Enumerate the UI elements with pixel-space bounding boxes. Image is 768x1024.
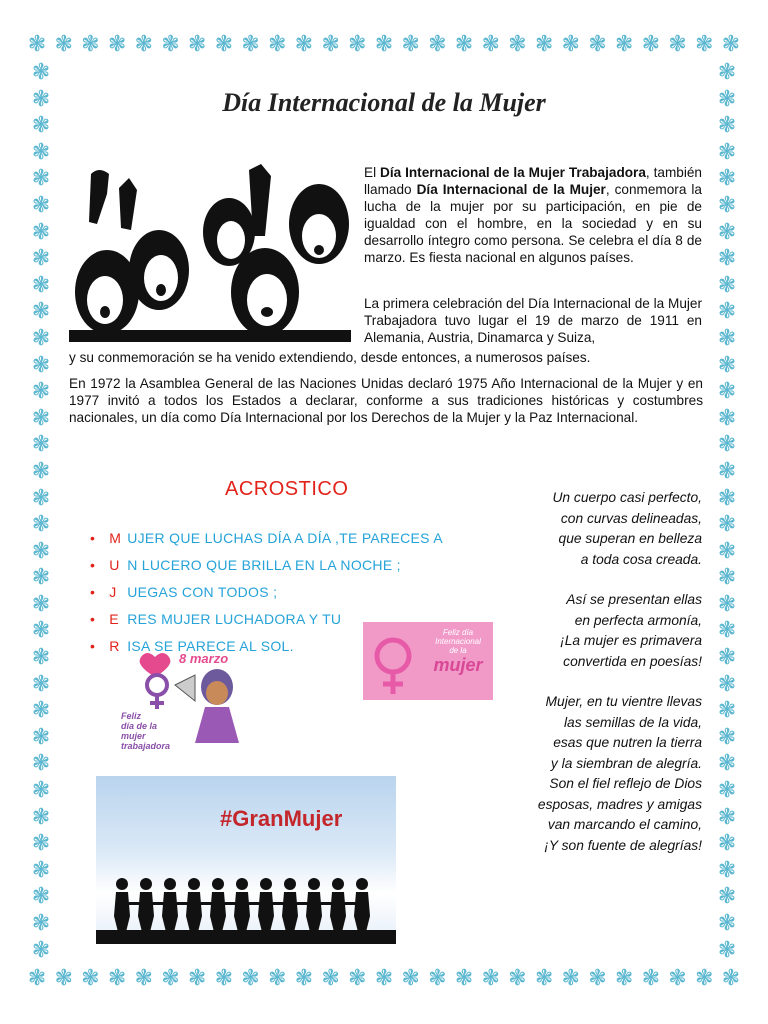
sticker-text-line: Feliz	[121, 711, 142, 721]
card-text-line: Internacional	[435, 637, 481, 646]
acrostic-title: ACROSTICO	[225, 478, 349, 500]
cartoon-megaphone-sticker	[117, 645, 267, 755]
snowflake-icon: ❃	[31, 698, 51, 724]
snowflake-icon: ❃	[27, 32, 47, 57]
history-paragraph-continuation: y su conmemoración se ha venido extendiendo, desde entonces, a numerosos países.	[69, 350, 591, 365]
poem-line: Un cuerpo casi perfecto,	[552, 490, 702, 505]
poem-stanza	[538, 590, 702, 672]
poem-stanza	[538, 488, 702, 570]
intro-paragraph: El Día Internacional de la Mujer Trabajadora, también llamado Día Internacional de la Mujer, conmemora la lucha de la mujer por su participación, en pie de igualdad con el hombre, en la sociedad y en su desarrollo íntegro como persona. Se celebra el día 8 de marzo. Es fiesta nacional en algunos países.	[364, 165, 702, 265]
un-paragraph: En 1972 la Asamblea General de las Naciones Unidas declaró 1975 Año Internacional de la Mujer y en 1977 invitó a todos los Estados a declarar, conforme a sus tradiciones históricas y costumbres nacionales, un día como Día Internacional por los Derechos de la Mujer y la Paz Internacional.	[69, 376, 703, 425]
snowflake-icon: ❃	[31, 60, 51, 85]
snowflake-icon: ❃	[348, 32, 367, 57]
snowflake-icon: ❃	[134, 32, 153, 57]
snowflake-icon: ❃	[107, 966, 127, 991]
snowflake-icon: ❃	[27, 966, 47, 991]
woman-silhouette	[354, 878, 370, 932]
woman-silhouette	[330, 878, 357, 932]
snowflake-icon: ❃	[31, 937, 51, 963]
snowflake-icon: ❃	[31, 645, 51, 671]
snowflake-icon: ❃	[321, 966, 340, 991]
snowflake-icon: ❃	[588, 966, 607, 991]
poem	[538, 488, 702, 876]
snowflake-icon: ❃	[31, 538, 51, 564]
snowflake-icon: ❃	[31, 166, 51, 192]
border-left	[30, 62, 52, 962]
snowflake-icon: ❃	[348, 966, 367, 991]
woman-silhouette	[234, 878, 261, 932]
snowflake-icon: ❃	[31, 113, 51, 139]
snowflake-icon: ❃	[214, 32, 234, 57]
snowflake-icon: ❃	[241, 966, 260, 991]
snowflake-icon: ❃	[561, 32, 580, 57]
poem-stanza	[538, 692, 702, 856]
snowflake-icon: ❃	[31, 671, 51, 697]
snowflake-icon: ❃	[241, 32, 260, 57]
snowflake-icon: ❃	[374, 966, 394, 991]
snowflake-icon: ❃	[588, 32, 607, 57]
snowflake-icon: ❃	[31, 405, 51, 431]
poem-line: Así se presentan ellas	[566, 592, 702, 607]
acrostic-line: • E RES MUJER LUCHADORA Y TU	[90, 610, 342, 627]
snowflake-icon: ❃	[31, 618, 51, 644]
sticker-text-line: día de la	[121, 721, 158, 731]
snowflake-icon: ❃	[54, 32, 73, 57]
snowflake-icon: ❃	[717, 831, 737, 857]
snowflake-icon: ❃	[31, 857, 51, 883]
poem-line: con curvas delineadas,	[560, 510, 702, 526]
history-paragraph: La primera celebración del Día Internacional de la Mujer Trabajadora tuvo lugar el 19 de marzo de 1911 en Alemania, Austria, Dinamarca y Suiza,	[364, 296, 702, 345]
poem-line: que superan en belleza	[558, 531, 702, 546]
snowflake-icon: ❃	[717, 86, 737, 112]
snowflake-icon: ❃	[717, 698, 737, 724]
snowflake-icon: ❃	[561, 966, 580, 991]
snowflake-icon: ❃	[534, 32, 554, 57]
card-text-title: mujer	[433, 655, 483, 675]
snowflake-icon: ❃	[717, 299, 737, 325]
snowflake-icon: ❃	[187, 966, 207, 991]
snowflake-icon: ❃	[717, 219, 737, 245]
snowflake-icon: ❃	[721, 32, 741, 57]
snowflake-icon: ❃	[717, 166, 737, 192]
snowflake-icon: ❃	[717, 751, 737, 777]
snowflake-icon: ❃	[428, 966, 447, 991]
poem-line: esposas, madres y amigas	[537, 796, 702, 812]
snowflake-icon: ❃	[187, 32, 207, 57]
border-bottom	[0, 968, 768, 990]
snowflake-icon: ❃	[31, 379, 51, 405]
snowflake-icon: ❃	[717, 911, 737, 936]
snowflake-icon: ❃	[31, 512, 51, 538]
snowflake-icon: ❃	[31, 884, 51, 910]
border-top	[0, 34, 768, 56]
snowflake-icon: ❃	[31, 86, 51, 112]
woman-silhouette	[186, 878, 213, 932]
poem-line: ¡Y son fuente de alegrías!	[544, 837, 702, 853]
woman-silhouette	[306, 878, 333, 932]
snowflake-icon: ❃	[481, 966, 500, 991]
snowflake-icon: ❃	[31, 272, 51, 298]
snowflake-icon: ❃	[717, 804, 737, 830]
snowflake-icon: ❃	[31, 591, 51, 617]
snowflake-icon: ❃	[54, 966, 73, 991]
snowflake-icon: ❃	[31, 724, 51, 750]
snowflake-icon: ❃	[134, 966, 153, 991]
poem-line: a toda cosa creada.	[580, 551, 702, 567]
gran-mujer-banner	[96, 776, 396, 944]
snowflake-icon: ❃	[31, 299, 51, 325]
woman-silhouette	[210, 878, 237, 932]
snowflake-icon: ❃	[668, 966, 687, 991]
snowflake-icon: ❃	[31, 485, 51, 511]
snowflake-icon: ❃	[614, 966, 634, 991]
snowflake-icon: ❃	[161, 32, 180, 57]
sticker-text-line: trabajadora	[121, 741, 171, 751]
snowflake-icon: ❃	[717, 379, 737, 405]
border-right	[716, 62, 738, 962]
snowflake-icon: ❃	[31, 565, 51, 591]
womens-day-card-image	[363, 622, 493, 700]
snowflake-icon: ❃	[717, 591, 737, 617]
poem-line: Mujer, en tu vientre llevas	[545, 694, 702, 709]
acrostic-line: • M UJER QUE LUCHAS DÍA A DÍA ,TE PARECES A	[90, 529, 443, 546]
snowflake-icon: ❃	[31, 325, 51, 351]
snowflake-icon: ❃	[31, 804, 51, 830]
snowflake-icon: ❃	[717, 325, 737, 351]
snowflake-icon: ❃	[481, 32, 500, 57]
acrostic-line: • R ISA SE PARECE AL SOL.	[90, 637, 294, 654]
banner-hashtag: #GranMujer	[220, 806, 343, 831]
snowflake-icon: ❃	[717, 884, 737, 910]
snowflake-icon: ❃	[214, 966, 234, 991]
snowflake-icon: ❃	[31, 139, 51, 165]
snowflake-icon: ❃	[31, 911, 51, 936]
snowflake-icon: ❃	[641, 32, 661, 57]
protest-women-illustration	[69, 160, 351, 342]
acrostic-line: • J UEGAS CON TODOS ;	[90, 583, 278, 600]
snowflake-icon: ❃	[401, 966, 420, 991]
page-title: Día Internacional de la Mujer	[222, 88, 546, 117]
acrostic-line: • U N LUCERO QUE BRILLA EN LA NOCHE ;	[90, 556, 401, 573]
snowflake-icon: ❃	[401, 32, 420, 57]
snowflake-icon: ❃	[508, 32, 527, 57]
snowflake-icon: ❃	[721, 966, 741, 991]
woman-silhouette	[282, 878, 309, 932]
snowflake-icon: ❃	[321, 32, 340, 57]
snowflake-icon: ❃	[374, 32, 394, 57]
snowflake-icon: ❃	[717, 352, 737, 378]
snowflake-icon: ❃	[454, 966, 474, 991]
snowflake-icon: ❃	[614, 32, 634, 57]
woman-silhouette	[258, 878, 285, 932]
poem-line: esas que nutren la tierra	[553, 735, 702, 750]
snowflake-icon: ❃	[717, 857, 737, 883]
snowflake-icon: ❃	[31, 432, 51, 458]
snowflake-icon: ❃	[294, 966, 314, 991]
snowflake-icon: ❃	[31, 246, 51, 272]
snowflake-icon: ❃	[31, 192, 51, 218]
poem-line: convertida en poesías!	[563, 653, 702, 669]
poem-line: Son el fiel reflejo de Dios	[549, 776, 702, 791]
snowflake-icon: ❃	[717, 405, 737, 431]
snowflake-icon: ❃	[717, 645, 737, 671]
snowflake-icon: ❃	[668, 32, 687, 57]
snowflake-icon: ❃	[717, 432, 737, 458]
snowflake-icon: ❃	[717, 113, 737, 139]
woman-silhouette	[138, 878, 165, 932]
snowflake-icon: ❃	[694, 966, 714, 991]
snowflake-icon: ❃	[81, 32, 100, 57]
snowflake-icon: ❃	[31, 352, 51, 378]
snowflake-icon: ❃	[31, 831, 51, 857]
snowflake-icon: ❃	[161, 966, 180, 991]
snowflake-icon: ❃	[717, 246, 737, 272]
snowflake-icon: ❃	[717, 512, 737, 538]
snowflake-icon: ❃	[534, 966, 554, 991]
snowflake-icon: ❃	[428, 32, 447, 57]
snowflake-icon: ❃	[81, 966, 100, 991]
snowflake-icon: ❃	[31, 458, 51, 484]
snowflake-icon: ❃	[31, 219, 51, 245]
poem-line: y la siembran de alegría.	[550, 755, 702, 771]
woman-silhouette	[162, 878, 189, 932]
snowflake-icon: ❃	[717, 139, 737, 165]
snowflake-icon: ❃	[717, 778, 737, 804]
snowflake-icon: ❃	[454, 32, 474, 57]
sticker-date: 8 marzo	[179, 651, 229, 666]
snowflake-icon: ❃	[107, 32, 127, 57]
snowflake-icon: ❃	[694, 32, 714, 57]
snowflake-icon: ❃	[717, 272, 737, 298]
snowflake-icon: ❃	[31, 778, 51, 804]
poem-line: en perfecta armonía,	[574, 612, 702, 628]
snowflake-icon: ❃	[717, 724, 737, 750]
poem-line: las semillas de la vida,	[563, 714, 702, 730]
snowflake-icon: ❃	[717, 565, 737, 591]
poem-line: van marcando el camino,	[547, 817, 702, 832]
snowflake-icon: ❃	[267, 32, 287, 57]
snowflake-icon: ❃	[717, 538, 737, 564]
snowflake-icon: ❃	[717, 60, 737, 85]
card-text-line: de la	[449, 646, 467, 655]
woman-silhouette	[114, 878, 141, 932]
snowflake-icon: ❃	[294, 32, 314, 57]
snowflake-icon: ❃	[508, 966, 527, 991]
snowflake-icon: ❃	[717, 937, 737, 963]
snowflake-icon: ❃	[717, 671, 737, 697]
snowflake-icon: ❃	[31, 751, 51, 777]
poem-line: ¡La mujer es primavera	[560, 633, 702, 648]
snowflake-icon: ❃	[717, 618, 737, 644]
snowflake-icon: ❃	[717, 485, 737, 511]
snowflake-icon: ❃	[267, 966, 287, 991]
snowflake-icon: ❃	[717, 458, 737, 484]
snowflake-icon: ❃	[641, 966, 661, 991]
sticker-text-line: mujer	[121, 731, 146, 741]
snowflake-icon: ❃	[717, 192, 737, 218]
card-text-line: Feliz día	[442, 628, 474, 637]
